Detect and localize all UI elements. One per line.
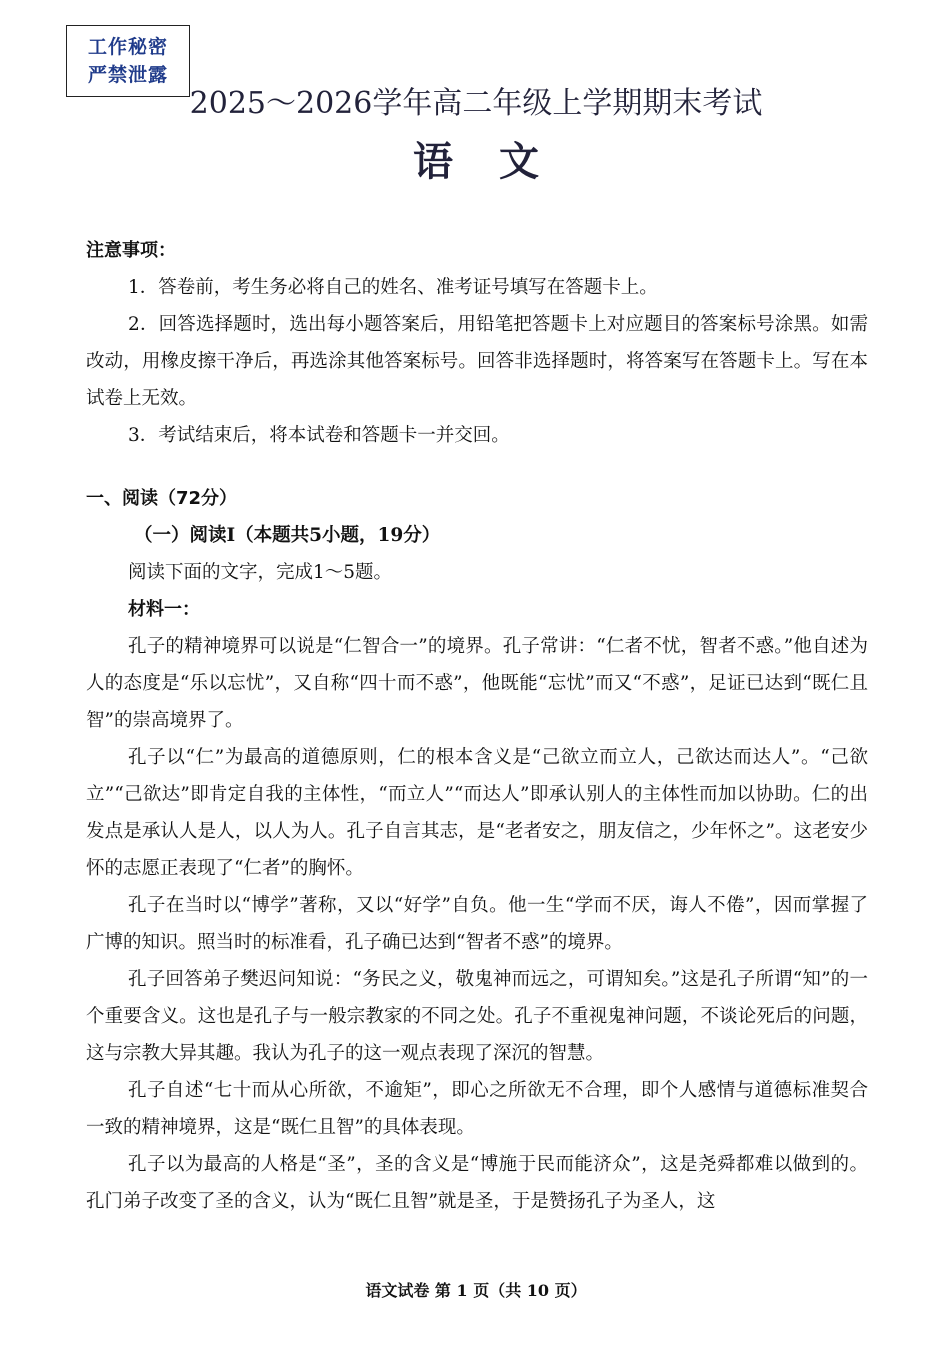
paragraph: 孔子自述“七十而从心所欲，不逾矩”，即心之所欲无不合理，即个人感情与道德标准契合一致的精神境界，这是“既仁且智”的具体表现。 — [86, 1080, 868, 1138]
paragraph: 孔子在当时以“博学”著称，又以“好学”自负。他一生“学而不厌，诲人不倦”，因而掌握了广博的知识。照当时的标准看，孔子确已达到“智者不惑”的境界。 — [86, 895, 868, 953]
paragraph: 孔子以为最高的人格是“圣”，圣的含义是“博施于民而能济众”，这是尧舜都难以做到的。孔门弟子改变了圣的含义，认为“既仁且智”就是圣，于是赞扬孔子为圣人，这 — [86, 1154, 868, 1212]
section-title: 一、阅读（72分） — [86, 488, 238, 509]
material-label: 材料一： — [128, 599, 200, 620]
exam-title: 2025～2026学年高二年级上学期期末考试 — [189, 86, 763, 121]
stamp-line-1: 工作秘密 — [87, 36, 168, 58]
notice-item-1: 1．答卷前，考生务必将自己的姓名、准考证号填写在答题卡上。 — [128, 277, 658, 298]
paragraph: 孔子的精神境界可以说是“仁智合一”的境界。孔子常讲：“仁者不忧，智者不惑。”他自述为人的态度是“乐以忘忧”，又自称“四十而不惑”，他既能“忘忧”而又“不惑”，足证已达到“既仁且智”的崇高境界了。 — [86, 636, 868, 731]
subject-title — [0, 138, 952, 186]
notice-item-3: 3．考试结束后，将本试卷和答题卡一并交回。 — [128, 425, 510, 446]
subject-char-1: 语 — [413, 138, 453, 185]
reading-instruction: 阅读下面的文字，完成1～5题。 — [128, 562, 393, 583]
subject-char-2: 文 — [499, 138, 539, 185]
paragraph: 孔子以“仁”为最高的道德原则，仁的根本含义是“己欲立而立人，己欲达而达人”。“己欲立”“己欲达”即肯定自我的主体性，“而立人”“而达人”即承认别人的主体性而加以协助。仁的出发点是承认人是人，以人为人。孔子自言其志，是“老者安之，朋友信之，少年怀之”。这老安少怀的志愿正表现了“仁者”的胸怀。 — [86, 747, 868, 879]
exam-content — [86, 232, 868, 1220]
subsection-title: （一）阅读I（本题共5小题，19分） — [134, 525, 441, 546]
notice-title: 注意事项： — [86, 240, 176, 261]
paragraph: 孔子回答弟子樊迟问知说：“务民之义，敬鬼神而远之，可谓知矣。”这是孔子所谓“知”的一个重要含义。这也是孔子与一般宗教家的不同之处。孔子不重视鬼神问题，不谈论死后的问题，这与宗教大异其趣。我认为孔子的这一观点表现了深沉的智慧。 — [86, 969, 868, 1064]
stamp-line-2: 严禁泄露 — [87, 64, 168, 86]
page-footer: 语文试卷 第 1 页（共 10 页） — [365, 1281, 587, 1300]
notice-item-2: 2．回答选择题时，选出每小题答案后，用铅笔把答题卡上对应题目的答案标号涂黑。如需改动，用橡皮擦干净后，再选涂其他答案标号。回答非选择题时，将答案写在答题卡上。写在本试卷上无效。 — [86, 314, 868, 409]
